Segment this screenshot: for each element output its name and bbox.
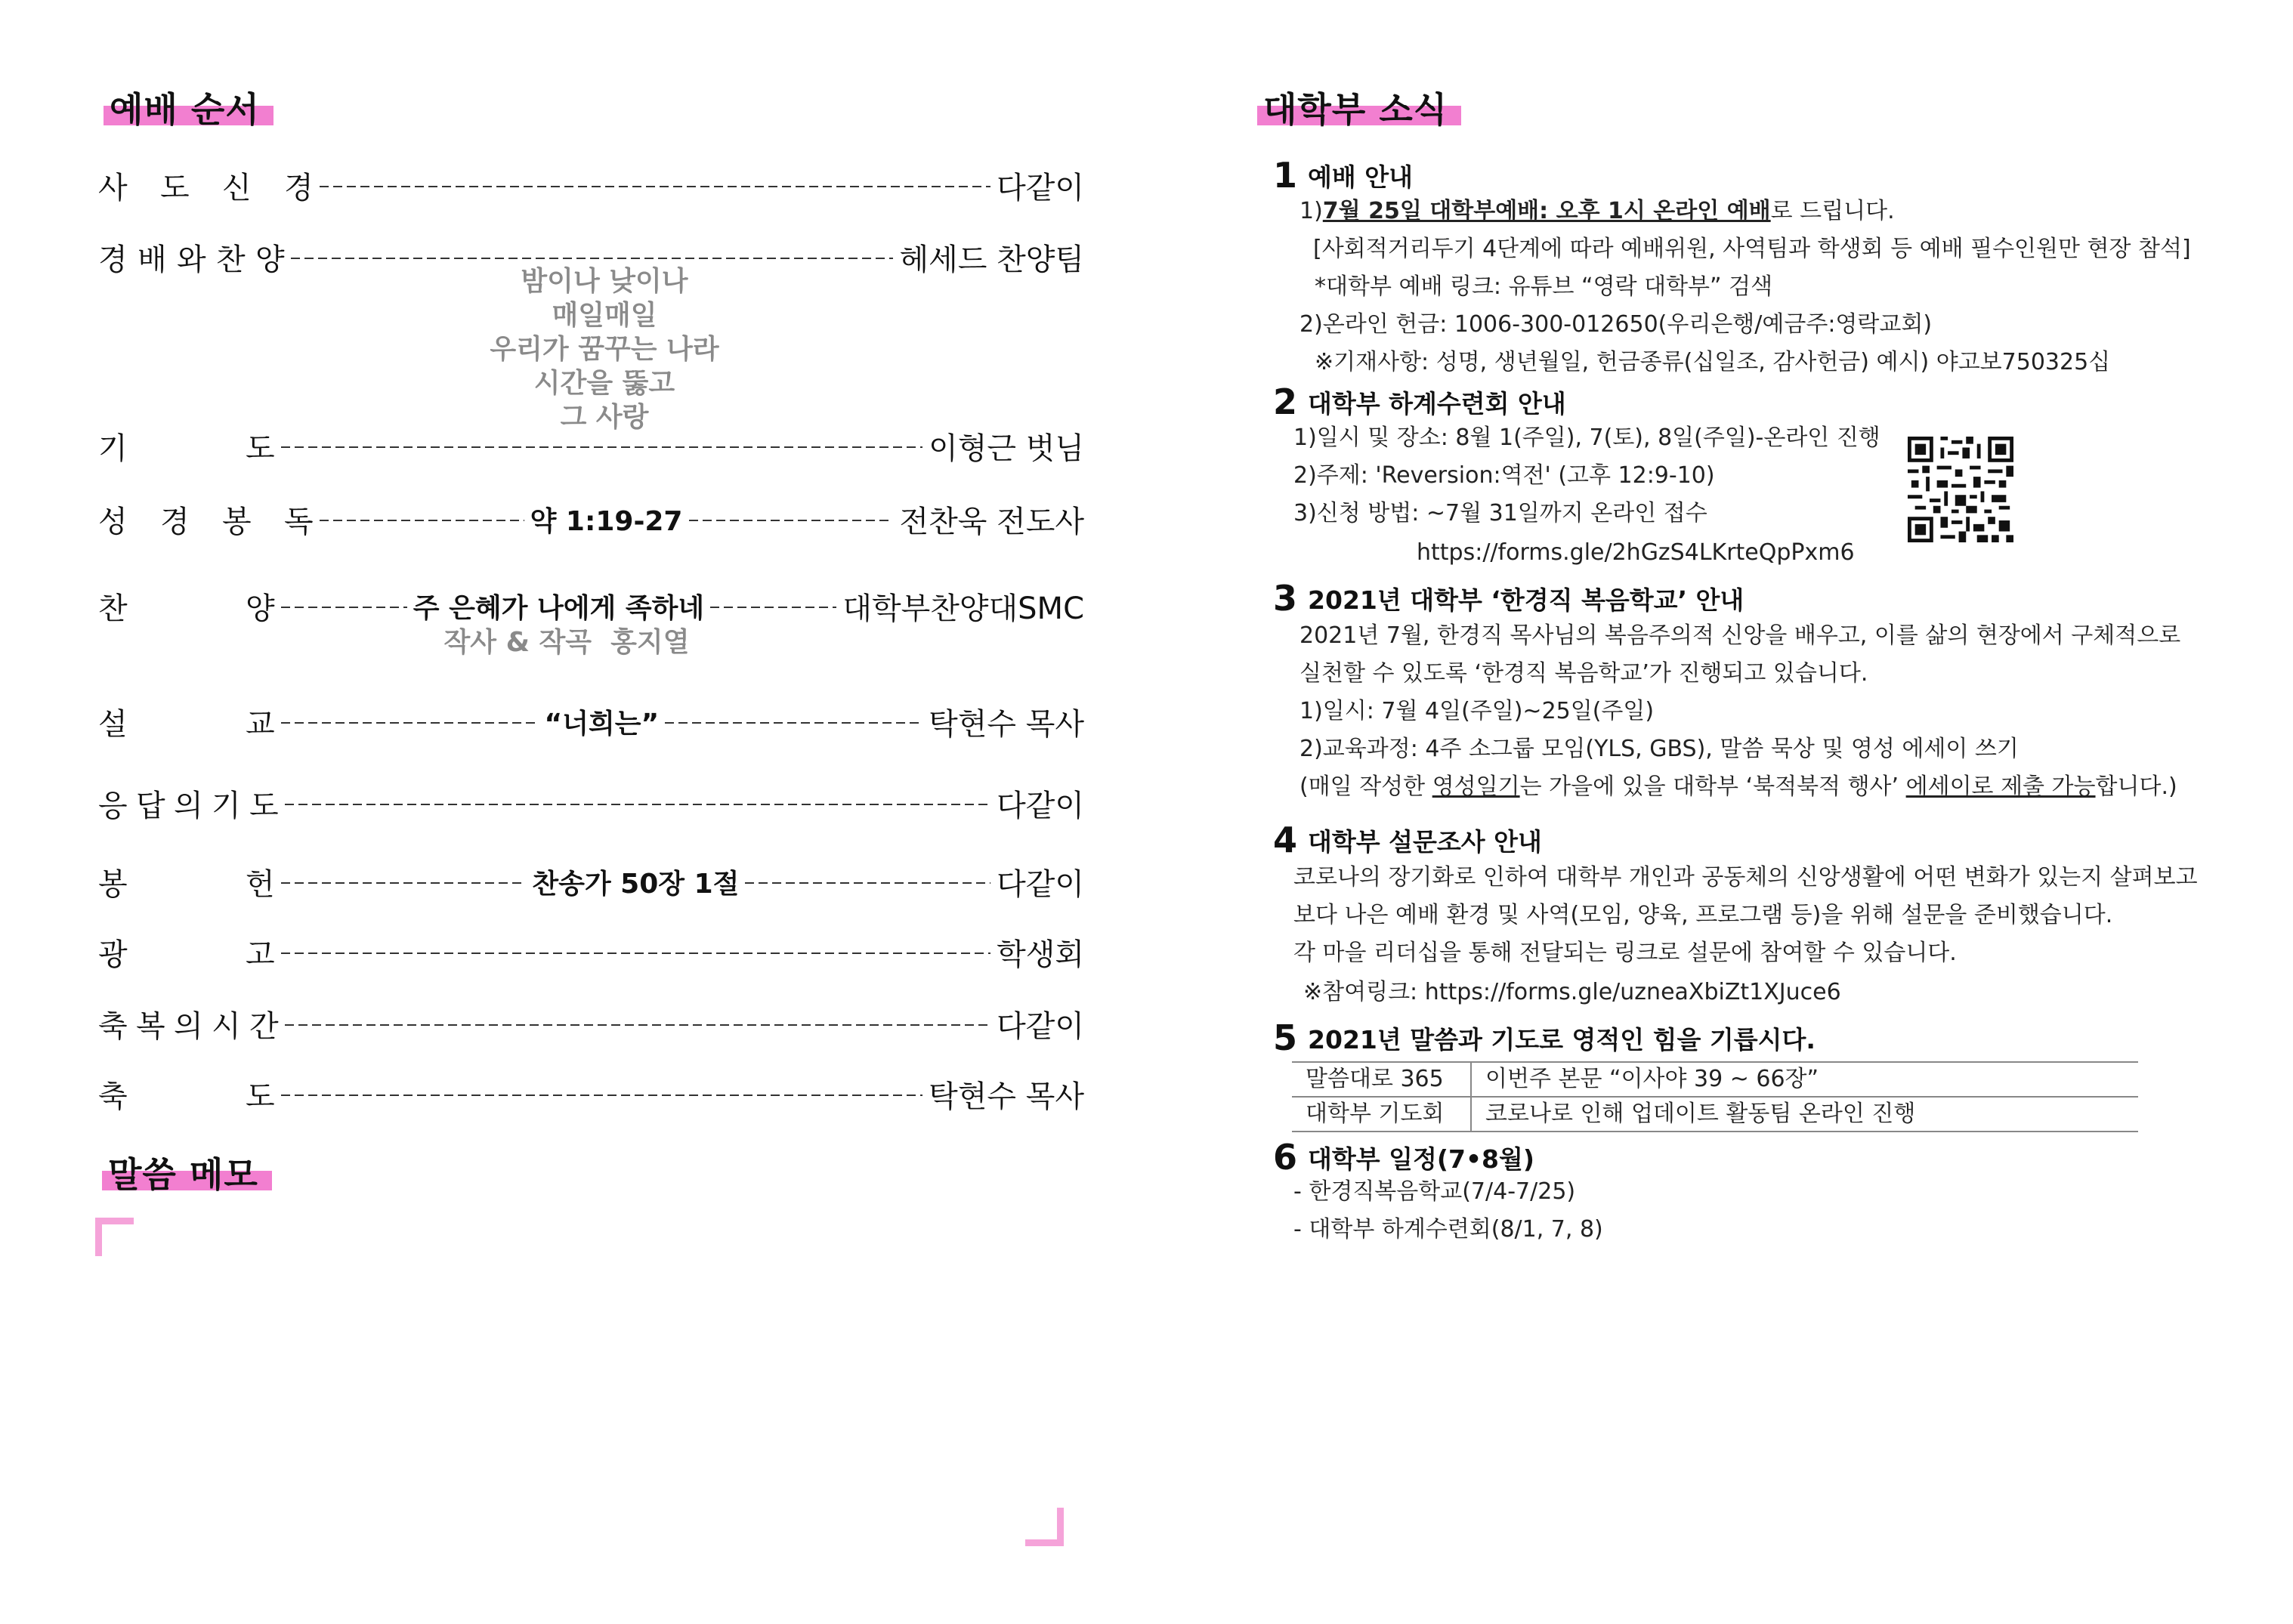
news-line: 1)일시: 7월 4일(주일)~25일(주일): [1299, 698, 1655, 724]
survey-link[interactable]: ※참여링크: https://forms.gle/uzneaXbiZt1XJuce6: [1303, 979, 1841, 1005]
news-item-5-heading: [1273, 1017, 1816, 1058]
order-label: 기 도: [98, 431, 275, 466]
sermon-title: “너희는”: [544, 708, 660, 739]
table-cell: 코로나로 인해 업데이트 활동팀 온라인 진행: [1485, 1101, 1916, 1127]
news-line: 1)일시 및 장소: 8월 1(주일), 7(토), 8일(주일)-온라인 진행: [1293, 425, 1880, 451]
news-line: 2)교육과정: 4주 소그룹 모임(YLS, GBS), 말씀 묵상 및 영성 에세이 쓰기: [1299, 736, 2019, 762]
order-row-prayer: [98, 423, 1084, 468]
leader-dots: [320, 520, 524, 521]
leader-dots: [689, 520, 894, 521]
memo-corner-bottom-right: [1025, 1508, 1064, 1546]
praise-song: 시간을 뚫고: [533, 368, 675, 399]
table-cell: 말씀대로 365: [1292, 1062, 1471, 1097]
leader-dots: [291, 258, 894, 259]
order-label: 축 도: [98, 1079, 275, 1114]
news-line: 코로나의 장기화로 인하여 대학부 개인과 공동체의 신앙생활에 어떤 변화가 있는지 살펴보고: [1293, 864, 2198, 891]
memo-corner-top-left: [95, 1218, 134, 1256]
leader-dots: [745, 882, 990, 884]
order-label: 사 도 신 경: [98, 170, 314, 205]
order-row-offering: [98, 859, 1084, 904]
qr-code-icon[interactable]: [1908, 437, 2013, 542]
news-line: *대학부 예배 링크: 유튜브 “영락 대학부” 검색: [1315, 273, 1773, 300]
leader-dots: [281, 722, 539, 724]
order-person: 다같이: [997, 170, 1084, 205]
news-line: ※기재사항: 성명, 생년월일, 헌금종류(십일조, 감사헌금) 예시) 야고보750325십: [1315, 349, 2111, 375]
praise-song: 매일매일: [552, 300, 657, 331]
order-person: 다같이: [997, 866, 1084, 902]
leader-dots: [281, 1095, 922, 1096]
table-row: [1292, 1097, 2138, 1132]
leader-dots: [320, 186, 990, 187]
leader-dots: [281, 446, 922, 448]
news-title: 대학부 소식: [1263, 92, 1448, 127]
praise-song-list: [416, 264, 793, 434]
sermon-memo-title: 말씀 메모: [108, 1157, 258, 1192]
news-heading-text: 예배 안내: [1308, 162, 1414, 192]
news-item-1-heading: [1273, 155, 1413, 196]
leader-dots: [710, 607, 836, 608]
order-person: 이형근 벗님: [929, 431, 1084, 466]
worship-order-title: 예배 순서: [110, 92, 260, 127]
hymn-title: 주 은혜가 나에게 족하네: [413, 592, 705, 624]
praise-song: 그 사랑: [560, 402, 649, 433]
leader-dots: [281, 607, 407, 608]
news-line: 실천할 수 있도록 ‘한경직 복음학교’가 진행되고 있습니다.: [1299, 660, 1868, 687]
news-number: 5: [1273, 1017, 1298, 1058]
order-row-sermon: [98, 699, 1084, 744]
praise-song: 우리가 꿈꾸는 나라: [490, 334, 719, 365]
news-item-2-heading: [1273, 381, 1566, 422]
news-heading-text: 대학부 일정(7•8월): [1308, 1144, 1534, 1174]
news-line: - 대학부 하계수련회(8/1, 7, 8): [1293, 1216, 1603, 1243]
table-cell: 이번주 본문 “이사야 39 ~ 66장”: [1485, 1066, 1819, 1092]
news-line: 2021년 7월, 한경직 목사님의 복음주의적 신앙을 배우고, 이를 삶의 현장에서 구체적으로: [1299, 622, 2181, 649]
registration-link[interactable]: https://forms.gle/2hGzS4LKrteQpPxm6: [1417, 539, 1855, 566]
news-line: 2)온라인 헌금: 1006-300-012650(우리은행/예금주:영락교회): [1299, 311, 1933, 338]
order-label: 설 교: [98, 706, 275, 742]
praise-song: 밤이나 낮이나: [521, 266, 688, 297]
leader-dots: [285, 1024, 990, 1026]
table-cell: 대학부 기도회: [1292, 1097, 1471, 1132]
order-row-response-prayer: [98, 780, 1084, 826]
order-person: 다같이: [997, 1008, 1084, 1044]
news-item-3-heading: [1273, 578, 1744, 619]
word-prayer-table: [1292, 1061, 2138, 1132]
order-person: 학생회: [997, 937, 1084, 972]
news-line: - 한경직복음학교(7/4-7/25): [1293, 1178, 1576, 1205]
order-label: 성 경 봉 독: [98, 504, 314, 539]
order-label: 축 복 의 시 간: [98, 1008, 279, 1044]
table-row: [1292, 1062, 2138, 1097]
leader-dots: [281, 952, 990, 954]
hymn-credit: 작사 & 작곡 홍지열: [443, 627, 690, 658]
news-number: 4: [1273, 820, 1298, 860]
news-line: (매일 작성한 영성일기는 가을에 있을 대학부 ‘북적북적 행사’ 에세이로 제출 가능합니다.): [1299, 773, 2177, 800]
news-heading-text: 2021년 말씀과 기도로 영적인 힘을 기릅시다.: [1308, 1024, 1816, 1054]
order-row-announcements: [98, 929, 1084, 974]
news-line: 1)7월 25일 대학부예배: 오후 1시 온라인 예배로 드립니다.: [1299, 198, 1895, 224]
order-person: 헤세드 찬양팀: [899, 242, 1084, 277]
news-line: 각 마을 리더십을 통해 전달되는 링크로 설문에 참여할 수 있습니다.: [1293, 940, 1957, 966]
order-person: 다같이: [997, 788, 1084, 823]
leader-dots: [285, 804, 990, 805]
offering-hymn: 찬송가 50장 1절: [532, 868, 740, 900]
news-heading-text: 2021년 대학부 ‘한경직 복음학교’ 안내: [1308, 585, 1744, 615]
news-line: 3)신청 방법: ~7월 31일까지 온라인 접수: [1293, 500, 1707, 526]
order-row-creed: [98, 162, 1084, 208]
order-person: 탁현수 목사: [929, 1079, 1084, 1114]
order-row-benediction: [98, 1071, 1084, 1116]
news-number: 2: [1273, 381, 1298, 422]
order-label: 찬 양: [98, 591, 275, 626]
order-person: 전찬욱 전도사: [899, 504, 1085, 539]
order-row-blessing-time: [98, 1001, 1084, 1046]
order-label: 봉 헌: [98, 866, 275, 902]
order-person: 탁현수 목사: [929, 706, 1084, 742]
leader-dots: [281, 882, 527, 884]
order-label: 광 고: [98, 937, 275, 972]
news-number: 3: [1273, 578, 1298, 619]
order-row-scripture: [98, 496, 1084, 542]
news-item-6-heading: [1273, 1137, 1534, 1178]
news-heading-text: 대학부 설문조사 안내: [1308, 826, 1542, 857]
news-line: 2)주제: 'Reversion:역전' (고후 12:9-10): [1293, 462, 1715, 489]
leader-dots: [665, 722, 922, 724]
order-row-hymn: [98, 583, 1084, 628]
news-item-4-heading: [1273, 820, 1542, 860]
news-line: 보다 나은 예배 환경 및 사역(모임, 양육, 프로그램 등)을 위해 설문을 준비했습니다.: [1293, 902, 2113, 928]
order-label: 경 배 와 찬 양: [98, 242, 285, 277]
news-line: [사회적거리두기 4단계에 따라 예배위원, 사역팀과 학생회 등 예배 필수인원만 현장 참석]: [1313, 236, 2191, 262]
order-person: 대학부찬양대SMC: [842, 591, 1084, 626]
news-number: 1: [1273, 155, 1298, 196]
news-number: 6: [1273, 1137, 1298, 1178]
scripture-reference: 약 1:19-27: [530, 505, 683, 537]
order-label: 응 답 의 기 도: [98, 788, 279, 823]
news-heading-text: 대학부 하계수련회 안내: [1308, 388, 1566, 418]
